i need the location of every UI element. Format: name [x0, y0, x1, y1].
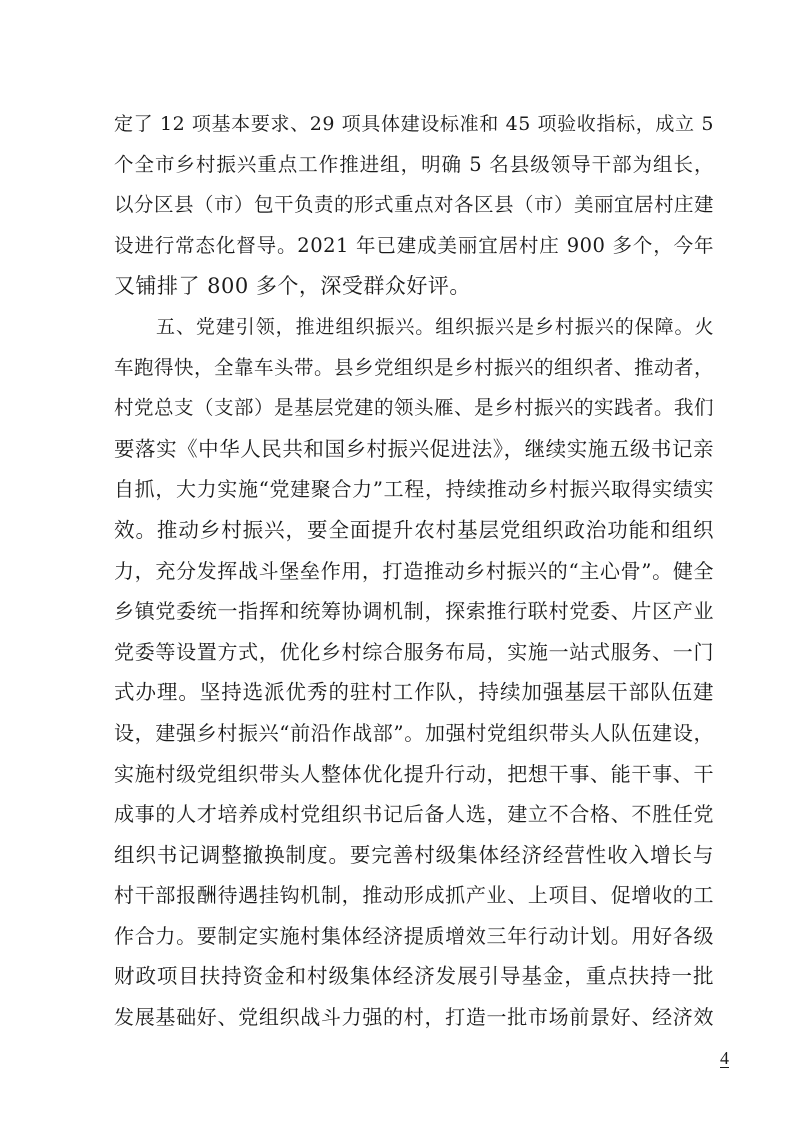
text-line: 成事的人才培养成村党组织书记后备人选，建立不合格、不胜任党 [114, 802, 714, 827]
text-line: 作合力。要制定实施村集体经济提质增效三年行动计划。用好各级 [114, 923, 714, 948]
text-line: 村党总支（支部）是基层党建的领头雁、是乡村振兴的实践者。我们 [114, 396, 715, 420]
text-line: 车跑得快，全靠车头带。县乡党组织是乡村振兴的组织者、推动者， [114, 355, 715, 379]
text-line: 个全市乡村振兴重点工作推进组，明确 5 名县级领导干部为组长， [114, 152, 714, 176]
text-line: 村干部报酬待遇挂钩机制，推动形成抓产业、上项目、促增收的工 [114, 883, 714, 908]
text-line: 力，充分发挥战斗堡垒作用，打造推动乡村振兴的“主心骨”。健全 [114, 558, 714, 583]
body-text [114, 104, 714, 1038]
text-line: 定了 12 项基本要求、29 项具体建设标准和 45 项验收指标，成立 5 [114, 113, 714, 135]
text-line: 又铺排了 800 多个，深受群众好评。 [114, 274, 471, 299]
text-line: 实施村级党组织带头人整体优化提升行动，把想干事、能干事、干 [114, 761, 714, 786]
text-line: 财政项目扶持资金和村级集体经济发展引导基金，重点扶持一批 [114, 964, 714, 989]
text-line: 效。推动乡村振兴，要全面提升农村基层党组织政治功能和组织 [114, 517, 714, 542]
text-line: 乡镇党委统一指挥和统筹协调机制，探索推行联村党委、片区产业 [114, 599, 714, 624]
text-line: 以分区县（市）包干负责的形式重点对各区县（市）美丽宜居村庄建 [114, 193, 715, 217]
text-line: 自抓，大力实施“党建聚合力”工程，持续推动乡村振兴取得实绩实 [114, 477, 714, 502]
text-line: 设进行常态化督导。2021 年已建成美丽宜居村庄 900 多个，今年 [114, 233, 714, 257]
text-line: 发展基础好、党组织战斗力强的村，打造一批市场前景好、经济效 [114, 1005, 714, 1030]
text-line: 设，建强乡村振兴“前沿作战部”。加强村党组织带头人队伍建设， [114, 720, 714, 745]
text-line: 组织书记调整撤换制度。要完善村级集体经济经营性收入增长与 [114, 842, 714, 867]
text-line: 式办理。坚持选派优秀的驻村工作队，持续加强基层干部队伍建 [114, 680, 714, 705]
section-heading-line: 五、党建引领，推进组织振兴。组织振兴是乡村振兴的保障。火 [156, 315, 714, 338]
page-number: 4 [720, 1048, 729, 1068]
text-line: 党委等设置方式，优化乡村综合服务布局，实施一站式服务、一门 [114, 639, 714, 664]
text-line: 要落实《中华人民共和国乡村振兴促进法》，继续实施五级书记亲 [114, 436, 714, 461]
